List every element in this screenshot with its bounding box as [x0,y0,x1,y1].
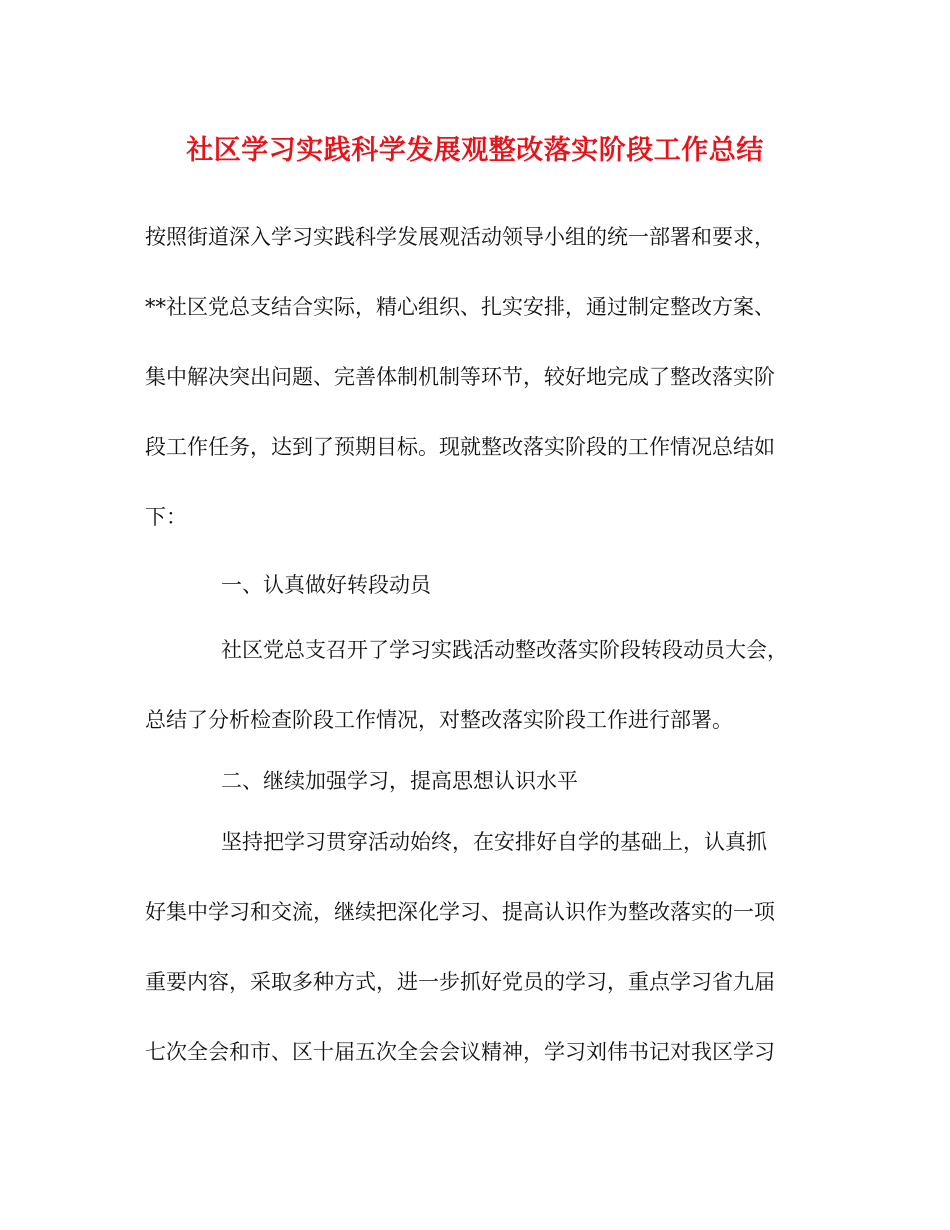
document-title: 社区学习实践科学发展观整改落实阶段工作总结 [186,135,764,166]
paragraph-line: 坚持把学习贯穿活动始终，在安排好自学的基础上，认真抓 [221,830,767,854]
paragraph-line: **社区党总支结合实际，精心组织、扎实安排，通过制定整改方案、 [145,295,775,319]
paragraph-line: 七次全会和市、区十届五次全会会议精神，学习刘伟书记对我区学习 [145,1040,775,1064]
section-heading-2: 二、继续加强学习，提高思想认识水平 [221,769,578,793]
paragraph-line: 社区党总支召开了学习实践活动整改落实阶段转段动员大会， [221,638,788,662]
paragraph-line: 集中解决突出问题、完善体制机制等环节，较好地完成了整改落实阶 [145,365,775,389]
paragraph-line: 按照街道深入学习实践科学发展观活动领导小组的统一部署和要求， [145,225,775,249]
paragraph-line: 下： [145,505,187,529]
paragraph-line: 重要内容，采取多种方式，进一步抓好党员的学习，重点学习省九届 [145,970,775,994]
paragraph-line: 段工作任务，达到了预期目标。现就整改落实阶段的工作情况总结如 [145,435,775,459]
paragraph-line: 总结了分析检查阶段工作情况，对整改落实阶段工作进行部署。 [145,708,733,732]
section-heading-1: 一、认真做好转段动员 [221,573,431,597]
paragraph-line: 好集中学习和交流，继续把深化学习、提高认识作为整改落实的一项 [145,900,775,924]
